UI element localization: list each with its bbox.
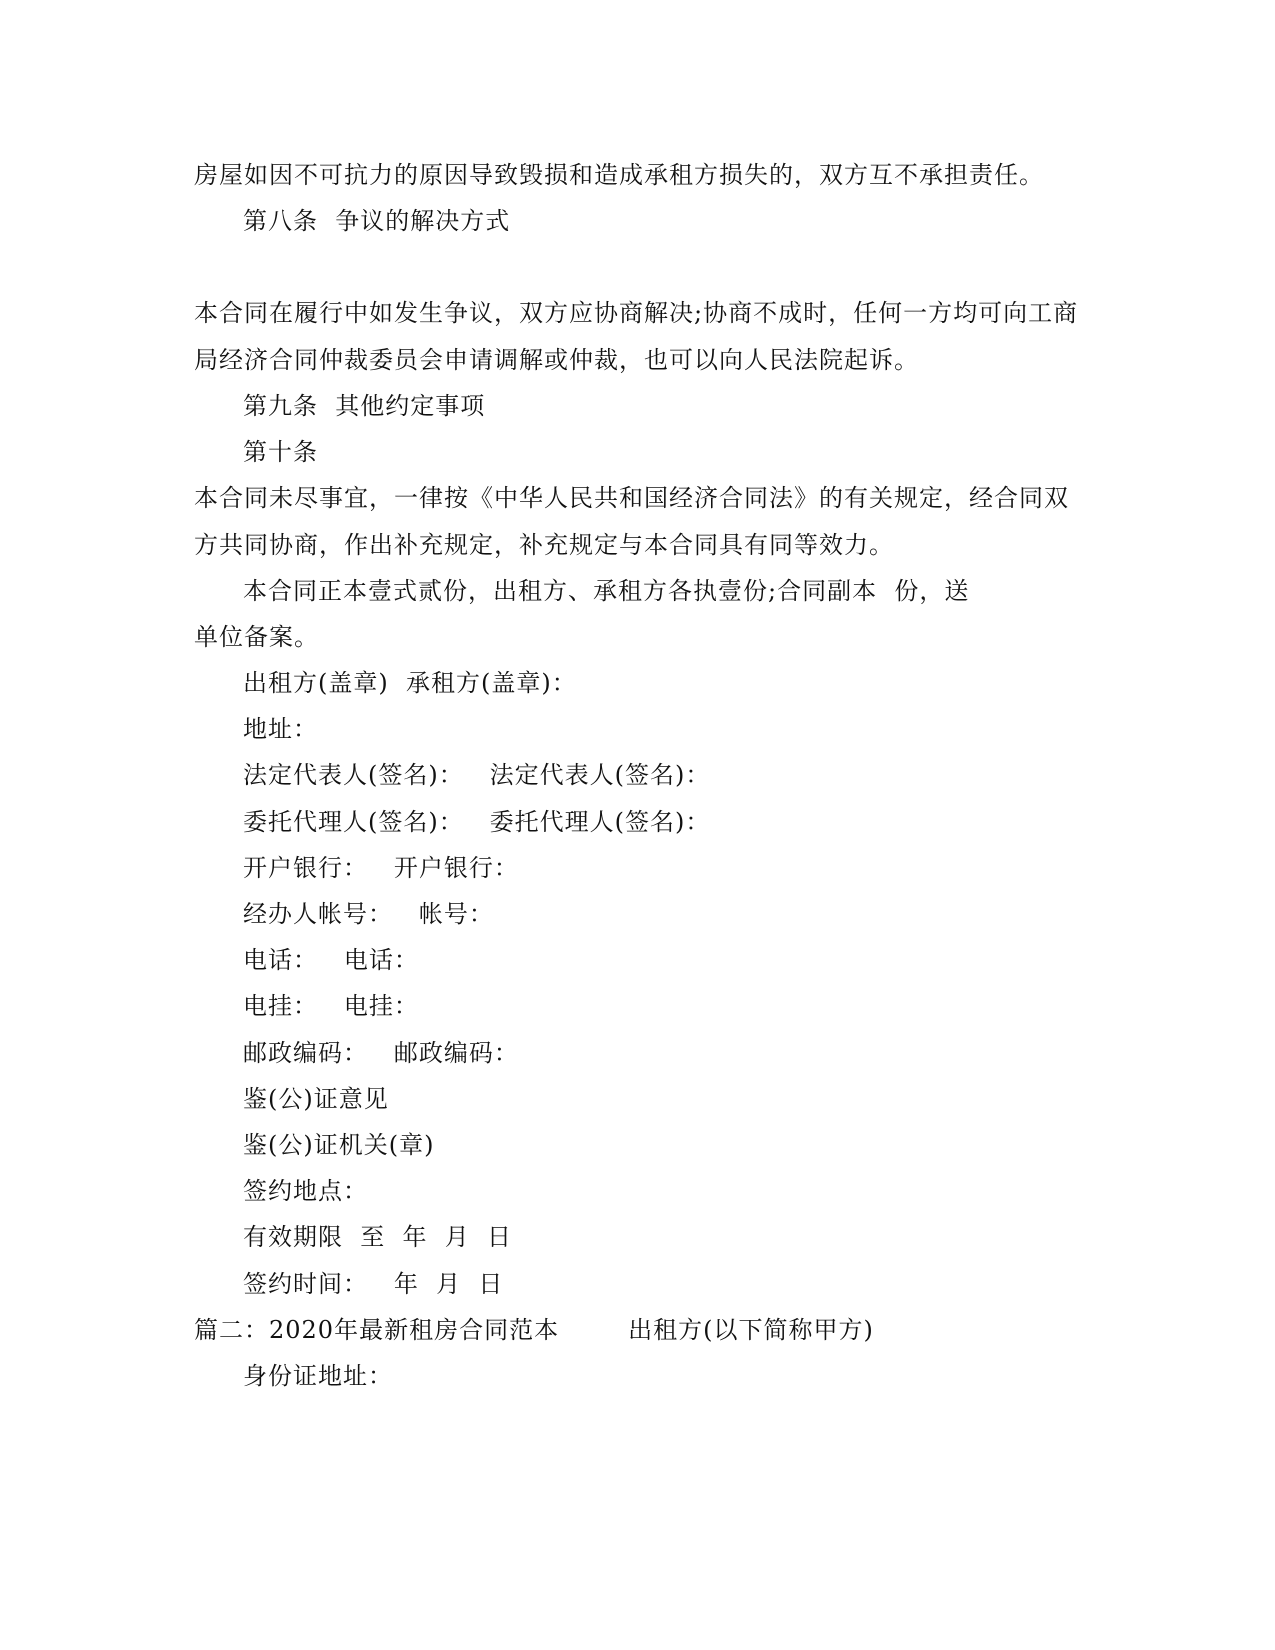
field-authorized-agent: 委托代理人(签名)： 委托代理人(签名)：: [243, 808, 711, 836]
article-8-heading: 第八条 争议的解决方式: [243, 207, 511, 235]
field-account: 经办人帐号： 帐号：: [243, 900, 494, 928]
field-postal-code: 邮政编码： 邮政编码：: [243, 1039, 519, 1067]
paragraph-dispute-line-2: 局经济合同仲裁委员会申请调解或仲裁，也可以向人民法院起诉。: [194, 346, 919, 374]
field-id-address: 身份证地址：: [243, 1362, 393, 1390]
field-signing-time: 签约时间： 年 月 日: [243, 1270, 504, 1298]
paragraph-force-majeure: 房屋如因不可抗力的原因导致毁损和造成承租方损失的，双方互不承担责任。: [194, 161, 1044, 189]
field-notary-opinion: 鉴(公)证意见: [243, 1085, 389, 1113]
field-telegraph: 电挂： 电挂：: [243, 992, 419, 1020]
article-10-heading: 第十条: [243, 438, 318, 466]
section-2-heading: 篇二：2020年最新租房合同范本 出租方(以下简称甲方): [194, 1316, 874, 1344]
field-address: 地址：: [243, 715, 318, 743]
field-legal-representative: 法定代表人(签名)： 法定代表人(签名)：: [243, 761, 711, 789]
field-signing-place: 签约地点：: [243, 1177, 368, 1205]
field-validity-period: 有效期限 至 年 月 日: [243, 1223, 513, 1251]
field-notary-office: 鉴(公)证机关(章): [243, 1131, 435, 1159]
paragraph-copies-line-1: 本合同正本壹式贰份，出租方、承租方各执壹份;合同副本 份，送: [243, 577, 970, 605]
field-bank: 开户银行： 开户银行：: [243, 854, 519, 882]
paragraph-supplement-line-2: 方共同协商，作出补充规定，补充规定与本合同具有同等效力。: [194, 531, 894, 559]
signature-lessor-lessee: 出租方(盖章) 承租方(盖章)：: [243, 669, 577, 697]
paragraph-supplement-line-1: 本合同未尽事宜，一律按《中华人民共和国经济合同法》的有关规定，经合同双: [194, 484, 1069, 512]
paragraph-copies-line-2: 单位备案。: [194, 623, 319, 651]
article-9-heading: 第九条 其他约定事项: [243, 392, 486, 420]
field-phone: 电话： 电话：: [243, 946, 419, 974]
paragraph-dispute-line-1: 本合同在履行中如发生争议，双方应协商解决;协商不成时，任何一方均可向工商: [194, 299, 1079, 327]
